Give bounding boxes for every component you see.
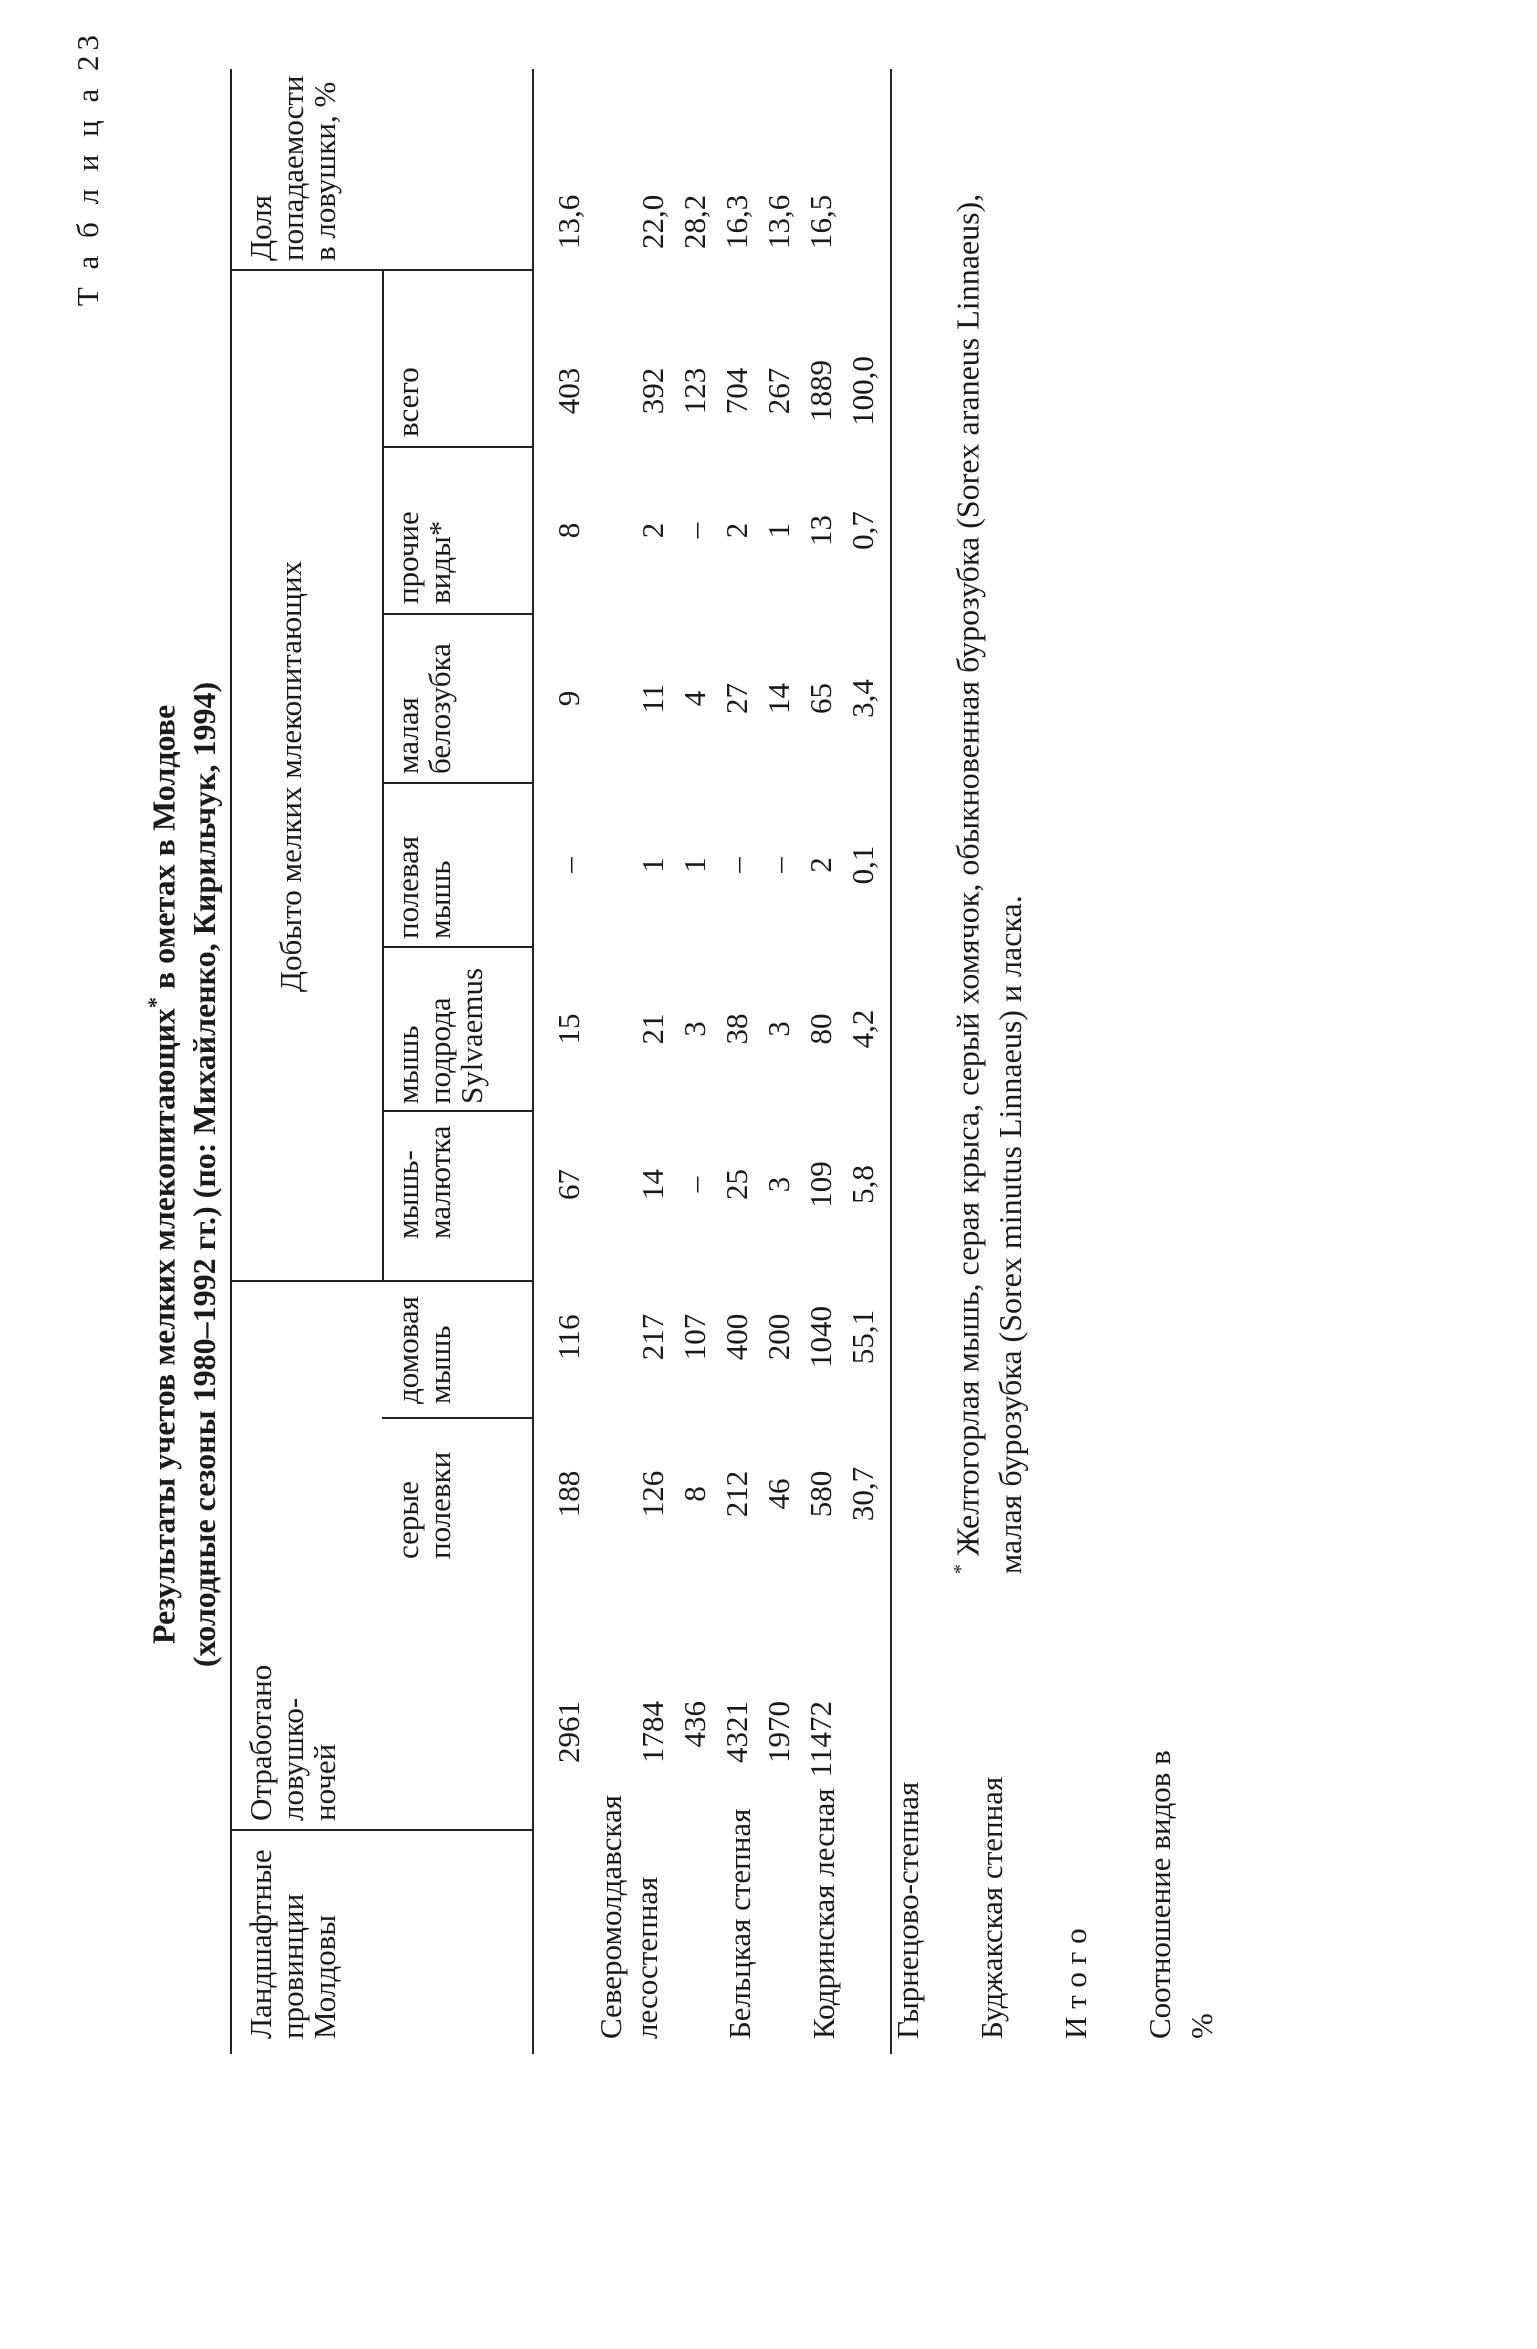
value-cell: 27 [719,683,754,714]
value-cell: 0,1 [845,845,880,885]
header-species-field-mouse: полевая мышь [390,835,457,939]
value-cell: – [761,857,796,873]
table-title [136,0,224,2349]
value-cell: 580 [803,1470,838,1518]
province-row-2: Бельцкая степная [722,1808,757,2039]
share-cell: 16,5 [803,194,838,249]
value-cell: 116 [551,1314,586,1360]
subcol-divider-6 [382,446,532,448]
header-share: Доля попадаемости в ловушки, % [243,75,342,261]
value-cell: 14 [761,683,796,714]
value-cell: 30,7 [845,1466,880,1522]
table-top-rule [230,69,232,2054]
province-row-3: Кодринская лесная [806,1788,841,2039]
value-cell: 65 [803,683,838,714]
value-cell: – [551,857,586,873]
header-species-house-mouse: домовая мышь [390,1295,457,1404]
share-cell: 22,0 [635,194,670,249]
value-cell: 5,8 [845,1165,880,1204]
value-cell: 67 [551,1169,586,1200]
title-footnote-mark: * [143,997,168,1009]
value-cell: 2 [635,522,670,539]
value-cell: 1889 [803,360,838,422]
value-cell: 400 [719,1313,754,1361]
column-sylvaemus [548,948,884,1110]
subcol-divider-5 [382,613,532,615]
header-species-grey-voles: серые полевки [390,1451,457,1559]
value-cell: 200 [761,1313,796,1361]
province-row-7: Соотношение видов в % [1142,1750,1219,2039]
value-cell: 38 [719,1013,754,1045]
header-province: Ландшафтные провинции Молдовы [243,1849,342,2039]
share-cell: 13,6 [551,194,586,249]
value-cell: 4 [677,690,712,707]
value-cell: 13 [803,515,838,546]
value-cell: 8 [551,522,586,539]
value-cell: 15 [551,1013,586,1045]
subcol-divider-1 [382,1417,532,1419]
footnote-mark: * [950,1564,972,1574]
value-cell: 1 [761,522,796,539]
title-line-1-tail: в ометах в Молдове [145,704,182,998]
province-row-6: И т о г о [1058,1928,1093,2039]
value-cell: 212 [719,1470,754,1518]
header-trapnights: Отработано ловушко-ночей [243,1664,342,1821]
column-house-mouse [548,1257,884,1417]
value-cell: 46 [761,1478,796,1510]
share-cell: 28,2 [677,194,712,249]
title-line-1-text: Результаты учетов мелких млекопитающих [145,1008,182,1645]
value-cell: 3 [677,1021,712,1037]
header-species-other: прочие виды* [390,511,457,604]
col-divider-1 [230,1829,532,1831]
value-cell: 25 [719,1169,754,1200]
subcol-divider-2 [382,1110,532,1112]
value-cell: 3,4 [845,679,880,718]
subcol-divider-4 [382,782,532,784]
column-lesser-shrew [548,615,884,782]
value-cell: 1 [677,857,712,873]
value-cell: 107 [677,1313,712,1361]
value-cell: 188 [551,1470,586,1518]
value-cell: 2 [719,522,754,539]
value-cell: 2 [803,857,838,873]
header-species-lesser-shrew: малая белозубка [390,643,457,774]
value-cell: 704 [719,367,754,415]
value-cell: 14 [635,1169,670,1200]
value-cell: 11 [635,683,670,714]
header-species-sylvaemus: мышь подрода Sylvaemus [390,967,489,1104]
column-field-mouse [548,784,884,946]
value-cell: 80 [803,1013,838,1045]
column-other-species [548,448,884,613]
value-cell: 3 [761,1021,796,1037]
value-cell: – [719,857,754,873]
share-cell: 13,6 [761,194,796,249]
header-caught-group: Добыто мелких млекопитающих [273,560,308,993]
trapnights-cell: 4321 [719,1701,754,1763]
value-cell: 217 [635,1313,670,1361]
province-row-1: Северомолдавская лесостепная [593,1795,664,2039]
column-grey-voles [548,1419,884,1569]
share-cell [842,69,884,249]
column-harvest-mouse [548,1112,884,1257]
trapnights-cell [842,1701,884,1821]
footnote [940,114,1031,1574]
title-line-1 [136,0,184,2349]
value-cell: 1 [635,857,670,873]
value-cell: – [677,522,712,539]
trapnights-cell: 2961 [551,1701,586,1763]
share-cell: 16,3 [719,194,754,249]
trapnights-cell: 11472 [803,1701,838,1778]
value-cell: 126 [635,1470,670,1518]
value-cell: 55,1 [845,1309,880,1365]
column-trapnights [548,1701,884,1821]
trapnights-cell: 1784 [635,1701,670,1763]
value-cell: 123 [677,367,712,415]
value-cell: 109 [803,1161,838,1208]
subheader-rule [382,271,384,1282]
trapnights-cell: 436 [677,1701,712,1748]
trapnights-cell: 1970 [761,1701,796,1763]
footnote-text: Желтогорлая мышь, серая крыса, серый хомячок, обыкновенная бурозубка (Sorex araneus Linnaeus), малая бурозубка (Sorex minutus Linnaeus) и ласка. [949,193,1028,1574]
province-row-4: Гырнецово-степная [890,1781,925,2039]
value-cell: 3 [761,1176,796,1193]
value-cell: 9 [551,690,586,707]
header-species-harvest-mouse: мышь-малютка [390,1125,457,1239]
header-species-total: всего [390,367,425,437]
value-cell: 100,0 [845,356,880,426]
value-cell: 403 [551,367,586,415]
value-cell: 8 [677,1486,712,1502]
subcol-divider-3 [382,946,532,948]
value-cell: 392 [635,367,670,415]
value-cell: 4,2 [845,1009,880,1049]
table-label: Т а б л и ц а 23 [70,30,105,307]
column-share [548,69,884,269]
value-cell: 1040 [803,1306,838,1368]
title-line-2: (холодные сезоны 1980–1992 гг.) (по: Михайленко, Кирильчук, 1994) [185,681,222,1668]
province-row-5: Буджакская степная [974,1776,1009,2039]
value-cell: 21 [635,1013,670,1045]
column-total [548,336,884,446]
value-cell: – [677,1176,712,1193]
value-cell: 267 [761,367,796,415]
value-cell: 0,7 [845,511,880,550]
table-header-bottom-rule [532,69,534,2054]
